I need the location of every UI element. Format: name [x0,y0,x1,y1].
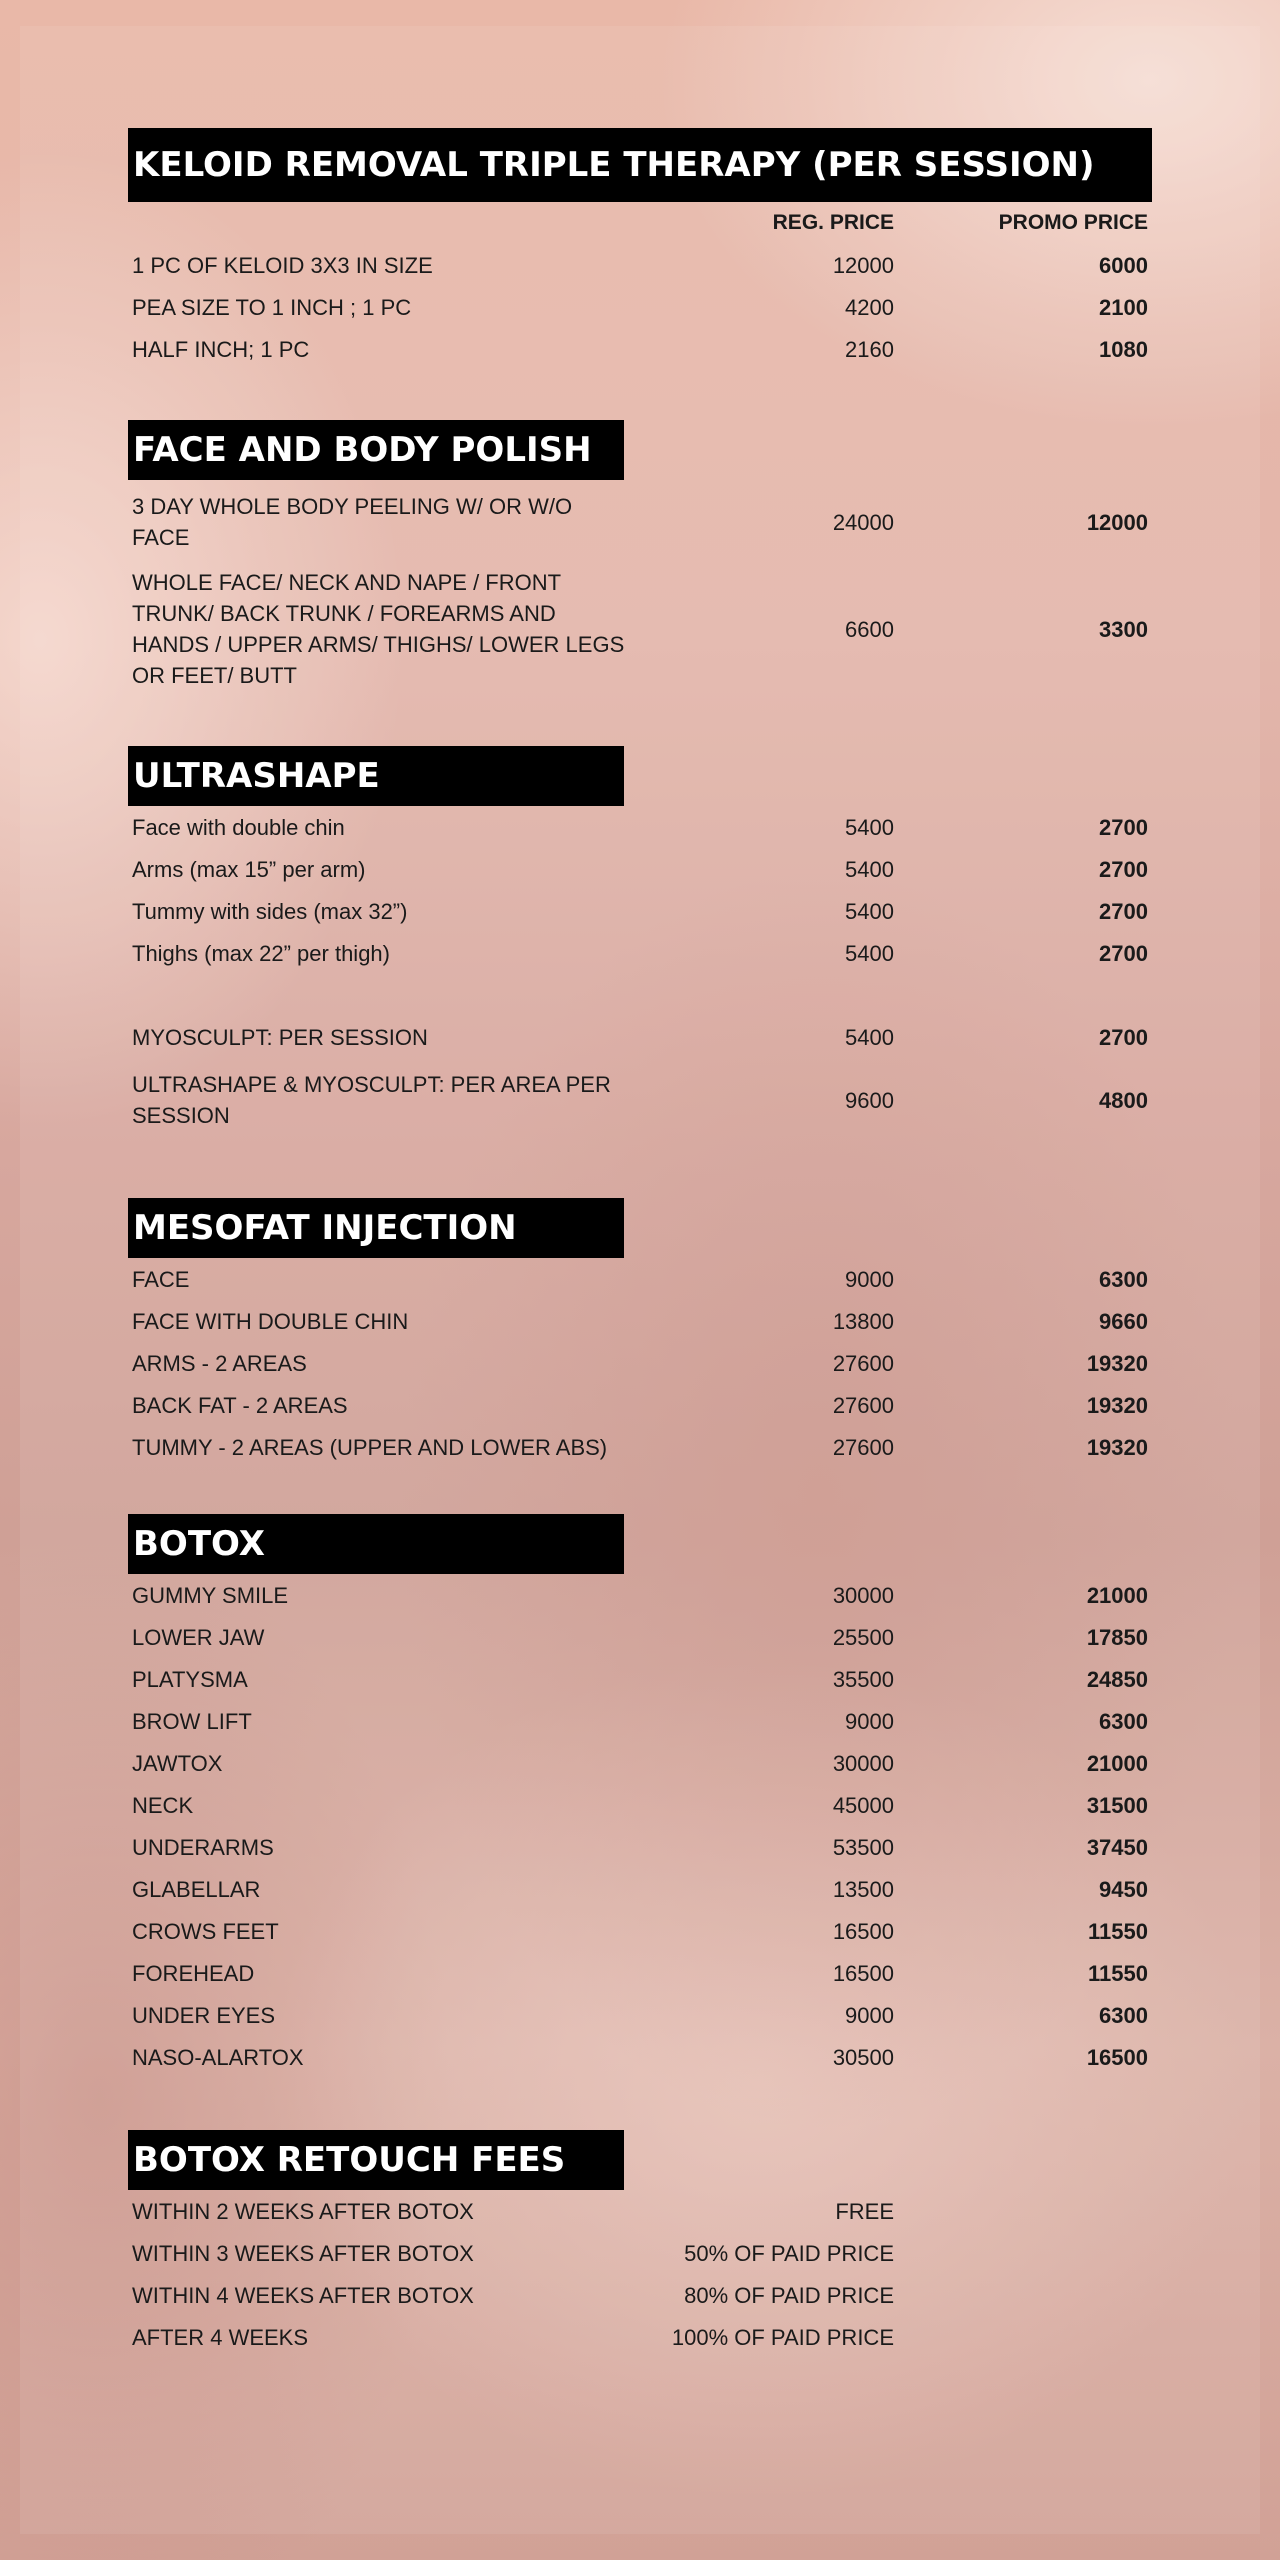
reg-price: 16500 [832,1918,894,1944]
fee-row [128,2316,1152,2358]
item-name: WITHIN 3 WEEKS AFTER BOTOX [132,2240,474,2266]
item-name: FACE WITH DOUBLE CHIN [132,1308,409,1334]
item-name: UNDER EYES [132,2002,276,2028]
fee-value: FREE [835,2198,894,2224]
reg-price: 5400 [845,940,894,966]
column-headers [128,202,1152,244]
item-name: BACK FAT - 2 AREAS [132,1392,348,1418]
price-row [128,2036,1152,2078]
reg-price: 53500 [832,1834,894,1860]
promo-price: 37450 [1086,1834,1148,1860]
promo-price: 2700 [1099,940,1148,966]
fee-row [128,2232,1152,2274]
fee-value: 50% OF PAID PRICE [684,2240,894,2266]
price-row [128,1826,1152,1868]
price-list [128,128,1152,2358]
section-title-mesofat: MESOFAT INJECTION [128,1198,624,1258]
promo-price: 1080 [1099,336,1148,362]
promo-price: 19320 [1086,1392,1148,1418]
promo-price: 2700 [1099,1024,1148,1050]
section-botox-retouch-fees [128,2130,1152,2358]
price-row [128,480,1152,564]
section-botox [128,1514,1152,2078]
price-row [128,890,1152,932]
reg-price: 30000 [832,1582,894,1608]
item-name: GLABELLAR [132,1876,261,1902]
fee-value: 100% OF PAID PRICE [671,2324,894,2350]
price-row [128,1016,1152,1058]
item-name: UNDERARMS [132,1834,274,1860]
reg-price: 4200 [845,294,894,320]
reg-price: 6600 [845,616,894,642]
item-name: PEA SIZE TO 1 INCH ; 1 PC [132,294,412,320]
price-row [128,564,1152,694]
section-title-keloid: KELOID REMOVAL TRIPLE THERAPY (PER SESSION) [128,128,1152,202]
reg-price: 9000 [845,1708,894,1734]
section-title-botox: BOTOX [128,1514,624,1574]
price-row [128,1058,1152,1142]
price-row [128,1910,1152,1952]
item-name: NECK [132,1792,194,1818]
price-row [128,1784,1152,1826]
promo-price: 2100 [1099,294,1148,320]
section-mesofat-injection [128,1198,1152,1468]
price-row [128,1258,1152,1300]
promo-price: 31500 [1086,1792,1148,1818]
promo-price: 9660 [1099,1308,1148,1334]
item-name: 1 PC OF KELOID 3X3 IN SIZE [132,252,433,278]
item-name: GUMMY SMILE [132,1582,289,1608]
item-name: AFTER 4 WEEKS [132,2324,309,2350]
promo-price: 19320 [1086,1350,1148,1376]
price-row [128,328,1152,370]
fee-row [128,2274,1152,2316]
promo-price: 17850 [1086,1624,1148,1650]
item-name: FOREHEAD [132,1960,255,1986]
reg-price: 27600 [832,1434,894,1460]
column-header-promo-price: PROMO PRICE [998,211,1148,234]
fee-value: 80% OF PAID PRICE [684,2282,894,2308]
price-row [128,1574,1152,1616]
price-row [128,1868,1152,1910]
promo-price: 6300 [1099,1266,1148,1292]
section-title-ultrashape: ULTRASHAPE [128,746,624,806]
item-name: Thighs (max 22” per thigh) [132,940,390,966]
item-name: PLATYSMA [132,1666,248,1692]
price-row [128,1426,1152,1468]
promo-price: 16500 [1086,2044,1148,2070]
promo-price: 11550 [1088,1918,1148,1944]
item-name: NASO-ALARTOX [132,2044,304,2070]
reg-price: 5400 [845,856,894,882]
price-row [128,1700,1152,1742]
reg-price: 45000 [832,1792,894,1818]
promo-price: 9450 [1099,1876,1148,1902]
promo-price: 2700 [1099,856,1148,882]
reg-price: 13800 [832,1308,894,1334]
reg-price: 5400 [845,898,894,924]
promo-price: 6000 [1099,252,1148,278]
reg-price: 5400 [845,1024,894,1050]
item-name: HALF INCH; 1 PC [132,336,310,362]
item-name: LOWER JAW [132,1624,265,1650]
promo-price: 6300 [1099,2002,1148,2028]
reg-price: 13500 [832,1876,894,1902]
fee-row [128,2190,1152,2232]
item-name: BROW LIFT [132,1708,252,1734]
item-name: MYOSCULPT: PER SESSION [132,1024,428,1050]
reg-price: 9000 [845,2002,894,2028]
item-name: Face with double chin [132,814,345,840]
reg-price: 30500 [832,2044,894,2070]
reg-price: 12000 [832,252,894,278]
reg-price: 9000 [845,1266,894,1292]
reg-price: 9600 [845,1087,894,1113]
item-name: ARMS - 2 AREAS [132,1350,307,1376]
promo-price: 21000 [1086,1750,1148,1776]
price-row [128,932,1152,974]
price-row [128,1994,1152,2036]
price-row [128,286,1152,328]
price-row [128,1742,1152,1784]
reg-price: 30000 [832,1750,894,1776]
item-name: TUMMY - 2 AREAS (UPPER AND LOWER ABS) [132,1434,608,1460]
reg-price: 2160 [845,336,894,362]
price-row [128,848,1152,890]
item-name: CROWS FEET [132,1918,279,1944]
reg-price: 16500 [832,1960,894,1986]
price-row [128,1616,1152,1658]
reg-price: 5400 [845,814,894,840]
promo-price: 6300 [1099,1708,1148,1734]
item-name: WITHIN 4 WEEKS AFTER BOTOX [132,2282,474,2308]
promo-price: 19320 [1086,1434,1148,1460]
reg-price: 35500 [832,1666,894,1692]
section-keloid [128,128,1152,370]
promo-price: 12000 [1086,509,1148,535]
price-row [128,1658,1152,1700]
price-row [128,1952,1152,1994]
item-name: ULTRASHAPE & MYOSCULPT: PER AREA PER SESSION [132,1072,611,1128]
item-name: WITHIN 2 WEEKS AFTER BOTOX [132,2198,474,2224]
promo-price: 3300 [1099,616,1148,642]
price-row [128,1384,1152,1426]
item-name: FACE [132,1266,190,1292]
reg-price: 27600 [832,1350,894,1376]
price-row [128,806,1152,848]
promo-price: 11550 [1088,1960,1148,1986]
promo-price: 24850 [1086,1666,1148,1692]
section-ultrashape [128,746,1152,1142]
section-title-retouch: BOTOX RETOUCH FEES [128,2130,624,2190]
reg-price: 27600 [832,1392,894,1418]
reg-price: 25500 [832,1624,894,1650]
promo-price: 2700 [1099,814,1148,840]
reg-price: 24000 [832,509,894,535]
promo-price: 2700 [1099,898,1148,924]
item-name: 3 DAY WHOLE BODY PEELING W/ OR W/O FACE [132,494,573,550]
price-row [128,1342,1152,1384]
item-name: Tummy with sides (max 32”) [132,898,408,924]
price-row [128,244,1152,286]
promo-price: 4800 [1099,1087,1148,1113]
item-name: JAWTOX [132,1750,223,1776]
section-title-polish: FACE AND BODY POLISH [128,420,624,480]
section-face-body-polish [128,420,1152,694]
item-name: WHOLE FACE/ NECK AND NAPE / FRONT TRUNK/ BACK TRUNK / FOREARMS AND HANDS / UPPER ARMS/ THIGHS/ LOWER LEGS OR FEET/ BUTT [132,570,625,688]
price-row [128,1300,1152,1342]
column-header-reg-price: REG. PRICE [772,211,894,234]
promo-price: 21000 [1086,1582,1148,1608]
item-name: Arms (max 15” per arm) [132,856,366,882]
